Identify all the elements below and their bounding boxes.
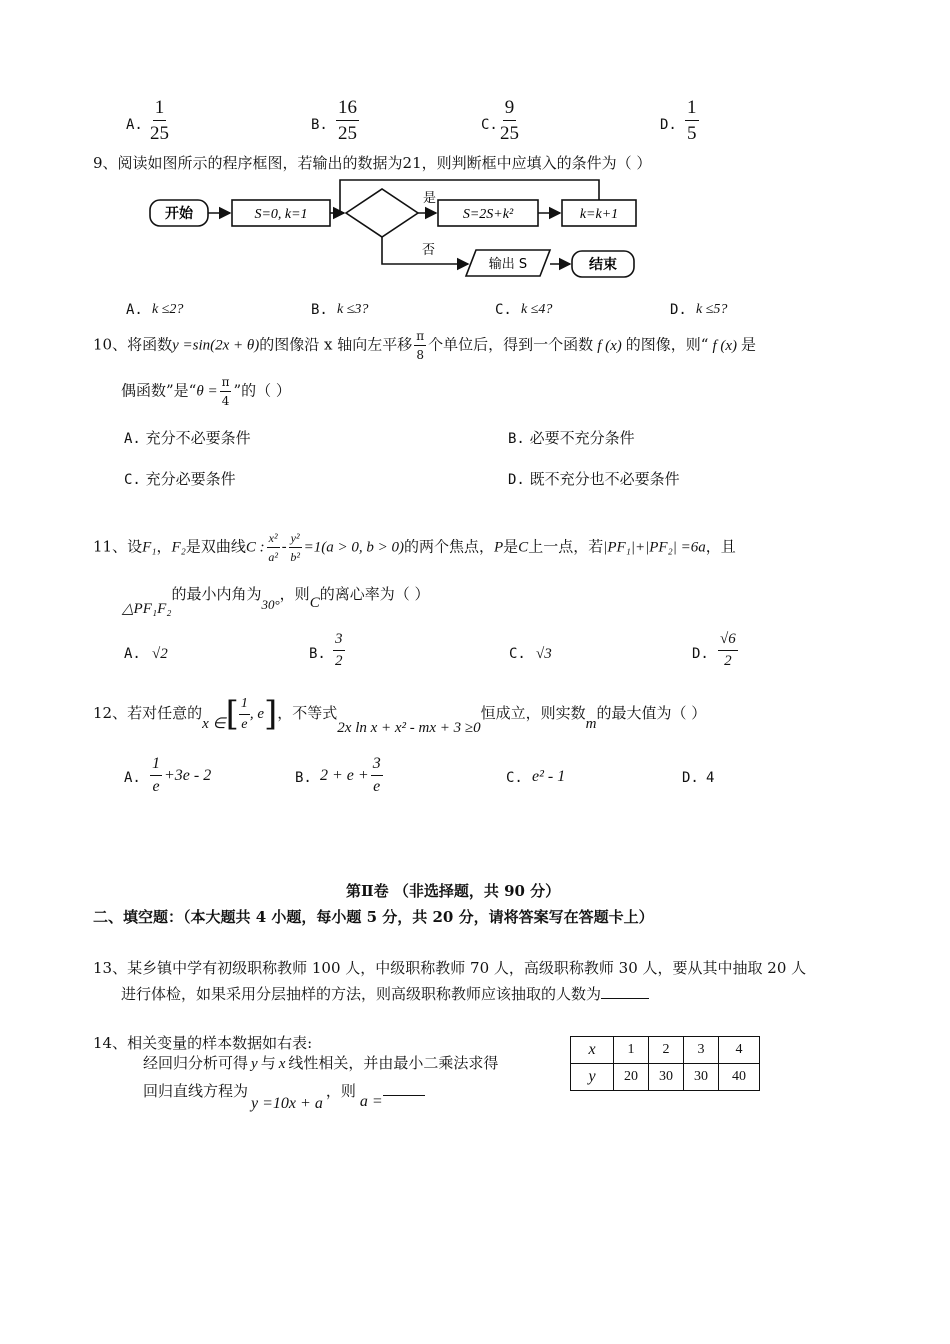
table-cell: 20 xyxy=(614,1064,649,1091)
q9-option-c-text: k ≤4? xyxy=(521,302,553,317)
q10-option-d: D. 既不充分也不必要条件 xyxy=(508,470,680,488)
flow-start-text: 开始 xyxy=(165,206,193,222)
q11-option-c-label: C. xyxy=(509,646,526,662)
q12-option-b-expr: 2 + e + $\frac{3}{e}$ xyxy=(320,755,381,795)
q9-option-d-text: k ≤5? xyxy=(696,302,728,317)
section-fill-blank: 二、填空题：（本大题共 4 小题，每小题 5 分，共 20 分，请将答案写在答题卡上） xyxy=(93,908,654,926)
q11-option-b-fraction: $\frac{3}{2}$ xyxy=(335,631,343,669)
table-row xyxy=(571,1064,760,1091)
q11-option-c-text: √3 xyxy=(536,646,552,662)
table-cell: 40 xyxy=(719,1064,760,1091)
q8-option-a-fraction: $\frac{1}{25}$ xyxy=(150,97,169,144)
q10-option-b: B. 必要不充分条件 xyxy=(508,429,635,447)
table-cell: 2 xyxy=(649,1037,684,1064)
q12-option-c-text: e² - 1 xyxy=(532,768,566,785)
q11-line1: 11、设F₁，F₂是双曲线C : $\frac{\text{x²}}{\text{a²}}$ - $\frac{\text{y²}}{\text{b²}}$ =1(a > 0, b > 0)的两个焦点，P是C上一点，若|PF₁|+|PF₂| =6a，且 xyxy=(93,531,736,564)
q10-line2: 偶函数”是“θ = $\frac{\pi}{4}$ ”的（ ） xyxy=(121,375,291,408)
q11-option-d-fraction: $\frac{√6}{2}$ xyxy=(720,631,736,669)
q13-line1: 13、某乡镇中学有初级职称教师 100 人，中级职称教师 70 人，高级职称教师 30 人，要从其中抽取 20 人 xyxy=(93,959,807,977)
q12-option-a-label: A. xyxy=(124,770,141,786)
q8-option-b-fraction: $\frac{16}{25}$ xyxy=(338,97,357,144)
flow-no-label: 否 xyxy=(422,243,436,258)
q9-option-b-text: k ≤3? xyxy=(337,302,369,317)
q11-option-b-label: B. xyxy=(309,646,326,662)
q12-options xyxy=(0,756,950,808)
q9-options xyxy=(0,302,950,322)
q9-option-a-text: k ≤2? xyxy=(152,302,184,317)
table-cell: 3 xyxy=(684,1037,719,1064)
flow-end-text: 结束 xyxy=(589,257,617,273)
table-cell: 30 xyxy=(684,1064,719,1091)
q9-stem: 9、阅读如图所示的程序框图，若输出的数据为21，则判断框中应填入的条件为（ ） xyxy=(93,154,652,172)
q8-option-b-label: B. xyxy=(311,117,328,133)
q11-option-a-label: A. xyxy=(124,646,141,662)
q8-option-d-label: D. xyxy=(660,117,677,133)
flow-update-s-text: S=2S+k² xyxy=(462,207,514,222)
flow-output-text: 输出 S xyxy=(488,257,528,272)
q10-option-a: A. 充分不必要条件 xyxy=(124,429,251,447)
q14-data-table xyxy=(570,1036,760,1091)
q9-option-a-label: A. xyxy=(126,302,143,318)
table-cell: 4 xyxy=(719,1037,760,1064)
q8-option-d-fraction: $\frac{1}{5}$ xyxy=(687,97,697,144)
q12-option-d-text: 4 xyxy=(706,770,715,786)
q10-line1: 10、将函数y =sin(2x + θ)的图像沿 x 轴向左平移 $\frac{\pi}{8}$ 个单位后，得到一个函数 f (x) 的图像，则“ f (x) 是 xyxy=(93,329,757,362)
q12-option-a-expr: $\frac{1}{e}$ +3e - 2 xyxy=(152,755,212,795)
table-header-y: y xyxy=(571,1064,614,1091)
part2-title: 第Ⅱ卷 （非选择题，共 90 分） xyxy=(346,882,561,900)
flow-yes-label: 是 xyxy=(423,191,437,206)
q11-line2: △PF₁F₂的最小内角为30°，则C的离心率为（ ） xyxy=(122,585,430,617)
table-row xyxy=(571,1037,760,1064)
table-cell: 1 xyxy=(614,1037,649,1064)
q8-option-a-label: A. xyxy=(126,117,143,133)
flow-decision-diamond xyxy=(346,189,418,237)
q10-option-c: C. 充分必要条件 xyxy=(124,470,236,488)
q14-line2: 经回归分析可得 y 与 x 线性相关，并由最小二乘法求得 xyxy=(143,1054,499,1072)
q8-option-c-label: C. xyxy=(481,117,498,133)
q12-line1: 12、若对任意的x ∈[ $\frac{1}{e}$ , e]，不等式2x ln x + x² - mx + 3 ≥0恒成立，则实数m的最大值为（ ） xyxy=(93,694,707,736)
q12-option-c-label: C. xyxy=(506,770,523,786)
q11-option-d-label: D. xyxy=(692,646,709,662)
q11-option-a-text: √2 xyxy=(152,646,168,662)
q9-option-d-label: D. xyxy=(670,302,687,318)
q14-line3: 回归直线方程为y =10x + a，则a = xyxy=(143,1080,425,1101)
q13-answer-blank[interactable] xyxy=(601,984,649,999)
q14-line1: 14、相关变量的样本数据如右表: xyxy=(93,1034,313,1052)
q14-answer-blank[interactable] xyxy=(383,1087,425,1096)
table-header-x: x xyxy=(571,1037,614,1064)
table-cell: 30 xyxy=(649,1064,684,1091)
q8-options xyxy=(0,98,950,152)
q13-line2: 进行体检，如果采用分层抽样的方法，则高级职称教师应该抽取的人数为 xyxy=(121,983,649,1004)
q11-options xyxy=(0,630,950,682)
q12-option-b-label: B. xyxy=(295,770,312,786)
q9-flowchart xyxy=(140,176,650,282)
q8-option-c-fraction: $\frac{9}{25}$ xyxy=(500,97,519,144)
flow-update-k-text: k=k+1 xyxy=(579,207,619,222)
q9-option-b-label: B. xyxy=(311,302,328,318)
flow-init-text: S=0, k=1 xyxy=(254,207,308,222)
q12-option-d-label: D. xyxy=(682,770,699,786)
q9-option-c-label: C. xyxy=(495,302,512,318)
